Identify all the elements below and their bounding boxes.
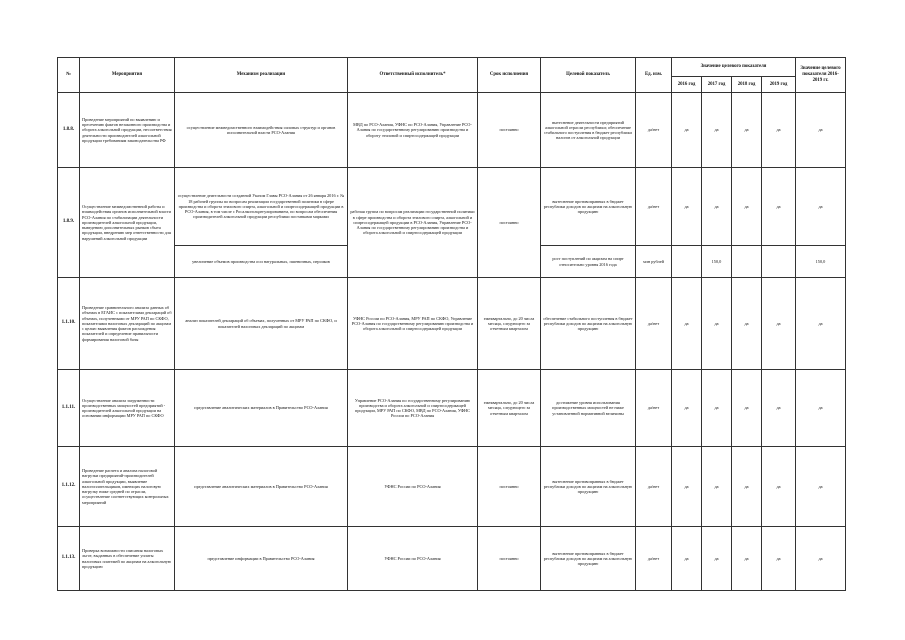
table-row xyxy=(58,168,846,246)
mechanism-cell: представление аналитических материалов в Правительство РСО-Алания xyxy=(175,447,348,527)
value-2017-cell: да xyxy=(702,370,732,447)
event-cell: Проведение сравнительного анализа данных об объемах в ЕГАИС с показателями деклараций об объемах, полученными от МРУ РАП по СКФО, показателями налоговых деклараций по акцизам с целью выявления фактов расхождения показателей и определение правильности формирования налоговой базы xyxy=(80,278,175,370)
event-cell: Проверка возможности списания налоговых льгот, выданных в обеспечение уплаты налоговых платежей по акцизам на алкогольную продукцию xyxy=(80,527,175,591)
value-2016-cell: да xyxy=(672,447,702,527)
period-value-cell: да xyxy=(796,527,846,591)
deadline-cell: ежеквартально, до 20 числа месяца, следующего за отчетным кварталом xyxy=(478,278,541,370)
unit-cell: да/нет xyxy=(636,93,672,168)
value-2018-cell: да xyxy=(732,447,762,527)
period-value-cell: да xyxy=(796,168,846,246)
value-2018-cell: да xyxy=(732,93,762,168)
indicator-cell: достижение уровня использования производственных мощностей не ниже установленной нормативной величины xyxy=(541,370,636,447)
value-2019-cell: да xyxy=(762,93,796,168)
deadline-cell: постоянно xyxy=(478,93,541,168)
row-number: 1.1.11. xyxy=(58,370,80,447)
row-number: 1.8.8. xyxy=(58,93,80,168)
period-value-cell: да xyxy=(796,93,846,168)
unit-cell: да/нет xyxy=(636,447,672,527)
unit-cell: млн рублей xyxy=(636,246,672,278)
row-number: 1.8.9. xyxy=(58,168,80,278)
indicator-cell: вытеснение противоправных в бюджет республики доходов по акцизам на алкогольную продукцию xyxy=(541,168,636,246)
deadline-cell: постоянно xyxy=(478,447,541,527)
period-value-cell: да xyxy=(796,278,846,370)
value-2016-cell: да xyxy=(672,527,702,591)
col-mechanism-header: Механизм реализации xyxy=(175,58,348,93)
period-value-cell: 150,0 xyxy=(796,246,846,278)
value-2016-cell: да xyxy=(672,278,702,370)
mechanism-cell: представление аналитических материалов в Правительство РСО-Алания xyxy=(175,370,348,447)
value-2019-cell: да xyxy=(762,168,796,246)
table-row xyxy=(58,278,846,370)
value-2016-cell: да xyxy=(672,370,702,447)
mechanism-cell: анализ показателей деклараций об объемах, полученных от МРУ РАП по СКФО, и показателей налоговых деклараций по акцизам xyxy=(175,278,348,370)
mechanism-cell: осуществление деятельности созданной Указом Главы РСО-Алания от 26 января 2016 г. № 18 рабочей группы по вопросам реализации государственной политики в сфере производства и оборота этилового спирта, алкогольной и спиртосодержащей продукции в РСО-Алания, в том числе с Росалкогольрегулированием, по вопросам обеспечения производителей алкогольной продукции республики поставками марками xyxy=(175,168,348,246)
event-cell: Осуществление межведомственной работы и взаимодействия органов исполнительной власти РСО-Алания по стабилизации деятельности производителей алкогольной продукции, выведению дополнительных рынков сбыта продукции, внедрению мер ответственности для нарушений алкогольной продукции xyxy=(80,168,175,278)
table-row xyxy=(58,527,846,591)
period-value-cell: да xyxy=(796,447,846,527)
value-2017-cell: да xyxy=(702,278,732,370)
value-2016-cell: да xyxy=(672,168,702,246)
event-cell: Осуществление анализа загруженности производственных мощностей предприятий - производителей алкогольной продукции на основании информации МРУ РАП по СКФО xyxy=(80,370,175,447)
col-period-header: Значение целевого показателя 2016-2019 гг. xyxy=(796,58,846,93)
measures-table xyxy=(57,57,846,591)
row-number: 1.1.12. xyxy=(58,447,80,527)
responsible-cell: Управление РСО-Алания по государственному регулированию производства и оборота алкогольной и спиртосодержащей продукции, МРУ РАП по СКФО, МВД по РСО-Алания, УФНС России по РСО-Алания xyxy=(348,370,478,447)
table-row xyxy=(58,93,846,168)
table-body xyxy=(58,93,846,591)
document-sheet xyxy=(57,57,845,591)
mechanism-cell: представление информации в Правительство РСО-Алания xyxy=(175,527,348,591)
value-2018-cell: да xyxy=(732,370,762,447)
indicator-cell: вытеснение противоправных в бюджет республики доходов по акцизам на алкогольную продукцию xyxy=(541,447,636,527)
responsible-cell: УФНС России по РСО-Алания, МРУ РАП по СКФО, Управление РСО-Алания по государственному регулированию производства и оборота алкогольной и спиртосодержащей продукции xyxy=(348,278,478,370)
unit-cell: да/нет xyxy=(636,527,672,591)
value-2017-cell: да xyxy=(702,447,732,527)
value-2019-cell: да xyxy=(762,447,796,527)
indicator-cell: вытеснение противоправных в бюджет республики доходов по акцизам на алкогольную продукцию xyxy=(541,527,636,591)
col-year-2018-header: 2018 год xyxy=(732,77,762,93)
indicator-cell: вытеснение деятельности предприятий алкогольной отрасли республики; обеспечение стабильного поступления в бюджет республики налогов от алкогольной продукции xyxy=(541,93,636,168)
col-year-2016-header: 2016 год xyxy=(672,77,702,93)
value-2018-cell xyxy=(732,246,762,278)
value-2018-cell: да xyxy=(732,168,762,246)
deadline-cell: постоянно xyxy=(478,527,541,591)
value-2017-cell: да xyxy=(702,168,732,246)
value-2017-cell: 150,0 xyxy=(702,246,732,278)
table-row xyxy=(58,447,846,527)
value-2019-cell: да xyxy=(762,278,796,370)
value-2016-cell xyxy=(672,246,702,278)
value-2018-cell: да xyxy=(732,527,762,591)
responsible-cell: рабочая группа по вопросам реализации государственной политики в сфере производства и оборота этилового спирта, алкогольной и спиртосодержащей продукции в РСО-Алания, Управление РСО-Алания по государственному регулированию производства и оборота алкогольной и спиртосодержащей продукции xyxy=(348,168,478,278)
col-unit-header: Ед. изм. xyxy=(636,58,672,93)
indicator-cell: обеспечение стабильного поступления в бюджет республики доходов по акцизам на алкогольную продукцию xyxy=(541,278,636,370)
value-2018-cell: да xyxy=(732,278,762,370)
col-responsible-header: Ответственный исполнитель* xyxy=(348,58,478,93)
unit-cell: да/нет xyxy=(636,278,672,370)
mechanism-cell: увеличение объемов производства оси натуральных, пшеничных, персиков xyxy=(175,246,348,278)
event-cell: Проведение расчета и анализа налоговой нагрузки предприятий-производителей алкогольной продукции, выявление налогоплательщиков, имеющих налоговую нагрузку ниже средней по отрасли, осуществление соответствующих контрольных мероприятий xyxy=(80,447,175,527)
col-year-2017-header: 2017 год xyxy=(702,77,732,93)
mechanism-cell: осуществление межведомственного взаимодействия силовых структур и органов исполнительной власти РСО-Алания xyxy=(175,93,348,168)
responsible-cell: УФНС России по РСО-Алания xyxy=(348,447,478,527)
col-indicator-header: Целевой показатель xyxy=(541,58,636,93)
table-row xyxy=(58,370,846,447)
value-2019-cell xyxy=(762,246,796,278)
value-2017-cell: да xyxy=(702,93,732,168)
value-2016-cell: да xyxy=(672,93,702,168)
responsible-cell: УФНС России по РСО-Алания xyxy=(348,527,478,591)
row-number: 1.1.10. xyxy=(58,278,80,370)
unit-cell: да/нет xyxy=(636,370,672,447)
value-2017-cell: да xyxy=(702,527,732,591)
value-2019-cell: да xyxy=(762,370,796,447)
event-cell: Проведение мероприятий по выявлению и пресечению фактов незаконного производства и оборота алкогольной продукции, несоответствия деятельности производителей алкогольной продукции требованиям законодательства РФ xyxy=(80,93,175,168)
row-number: 1.1.13. xyxy=(58,527,80,591)
col-deadline-header: Срок исполнения xyxy=(478,58,541,93)
col-num-header: № xyxy=(58,58,80,93)
deadline-cell: постоянно xyxy=(478,168,541,278)
unit-cell: да/нет xyxy=(636,168,672,246)
deadline-cell: ежеквартально, до 20 числа месяца, следующего за отчетным кварталом xyxy=(478,370,541,447)
indicator-cell: рост поступлений по акцизам на спирт относительно уровня 2016 года xyxy=(541,246,636,278)
col-values-group-header: Значение целевого показателя xyxy=(672,58,796,77)
col-year-2019-header: 2019 год xyxy=(762,77,796,93)
responsible-cell: МВД по РСО-Алания, УФНС по РСО-Алания, Управление РСО-Алания по государственному регулированию производства и обороту этиловой и спиртосодержащей продукции xyxy=(348,93,478,168)
period-value-cell: да xyxy=(796,370,846,447)
col-event-header: Мероприятия xyxy=(80,58,175,93)
value-2019-cell: да xyxy=(762,527,796,591)
table-header xyxy=(58,58,846,93)
